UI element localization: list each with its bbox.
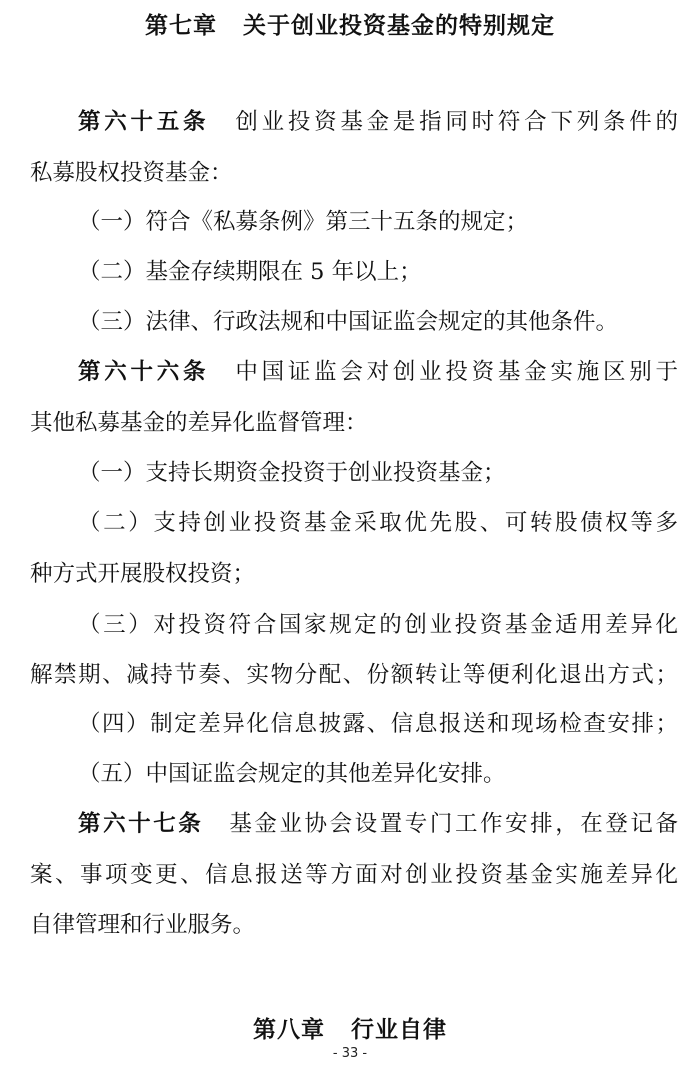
article-66-item-2-line-1: （二）支持创业投资基金采取优先股、可转股债权等多 [78,510,678,536]
article-67-text-1: 基金业协会设置专门工作安排，在登记备 [229,811,678,837]
article-67-line-2: 案、事项变更、信息报送等方面对创业投资基金实施差异化 [30,862,678,888]
chapter-7-number: 第七章 [145,13,217,39]
article-65-item-3: （三）法律、行政法规和中国证监会规定的其他条件。 [78,309,619,335]
chapter-8-heading [0,1011,700,1044]
article-65-line-2: 私募股权投资基金： [30,160,233,186]
article-66-item-2-line-2: 种方式开展股权投资； [30,561,256,587]
article-66-text-1: 中国证监会对创业投资基金实施区别于 [235,359,678,385]
article-67-line-3: 自律管理和行业服务。 [30,912,256,938]
article-65-text-1: 创业投资基金是指同时符合下列条件的 [235,109,678,135]
article-67-line-1 [78,809,678,839]
article-65-item-2: （二）基金存续期限在 5 年以上； [78,259,422,285]
article-66-item-1: （一）支持长期资金投资于创业投资基金； [78,460,506,486]
chapter-7-heading [0,7,700,40]
article-66-item-4: （四）制定差异化信息披露、信息报送和现场检查安排； [78,711,678,737]
chapter-8-title: 行业自律 [351,1017,447,1043]
chapter-7-title: 关于创业投资基金的特别规定 [243,13,555,39]
article-67-number: 第六十七条 [78,811,204,837]
article-65-line-1 [78,107,678,137]
article-65-item-1: （一）符合《私募条例》第三十五条的规定； [78,209,529,235]
article-66-line-2: 其他私募基金的差异化监督管理： [30,410,368,436]
article-66-item-3-line-2: 解禁期、减持节奏、实物分配、份额转让等便利化退出方式； [30,662,678,688]
chapter-8-number: 第八章 [253,1017,325,1043]
article-66-number: 第六十六条 [78,359,210,385]
article-65-number: 第六十五条 [78,109,210,135]
article-66-item-3-line-1: （三）对投资符合国家规定的创业投资基金适用差异化 [78,612,678,638]
article-66-line-1 [78,357,678,387]
page-number: - 33 - [332,1046,368,1061]
article-66-item-5: （五）中国证监会规定的其他差异化安排。 [78,761,506,787]
